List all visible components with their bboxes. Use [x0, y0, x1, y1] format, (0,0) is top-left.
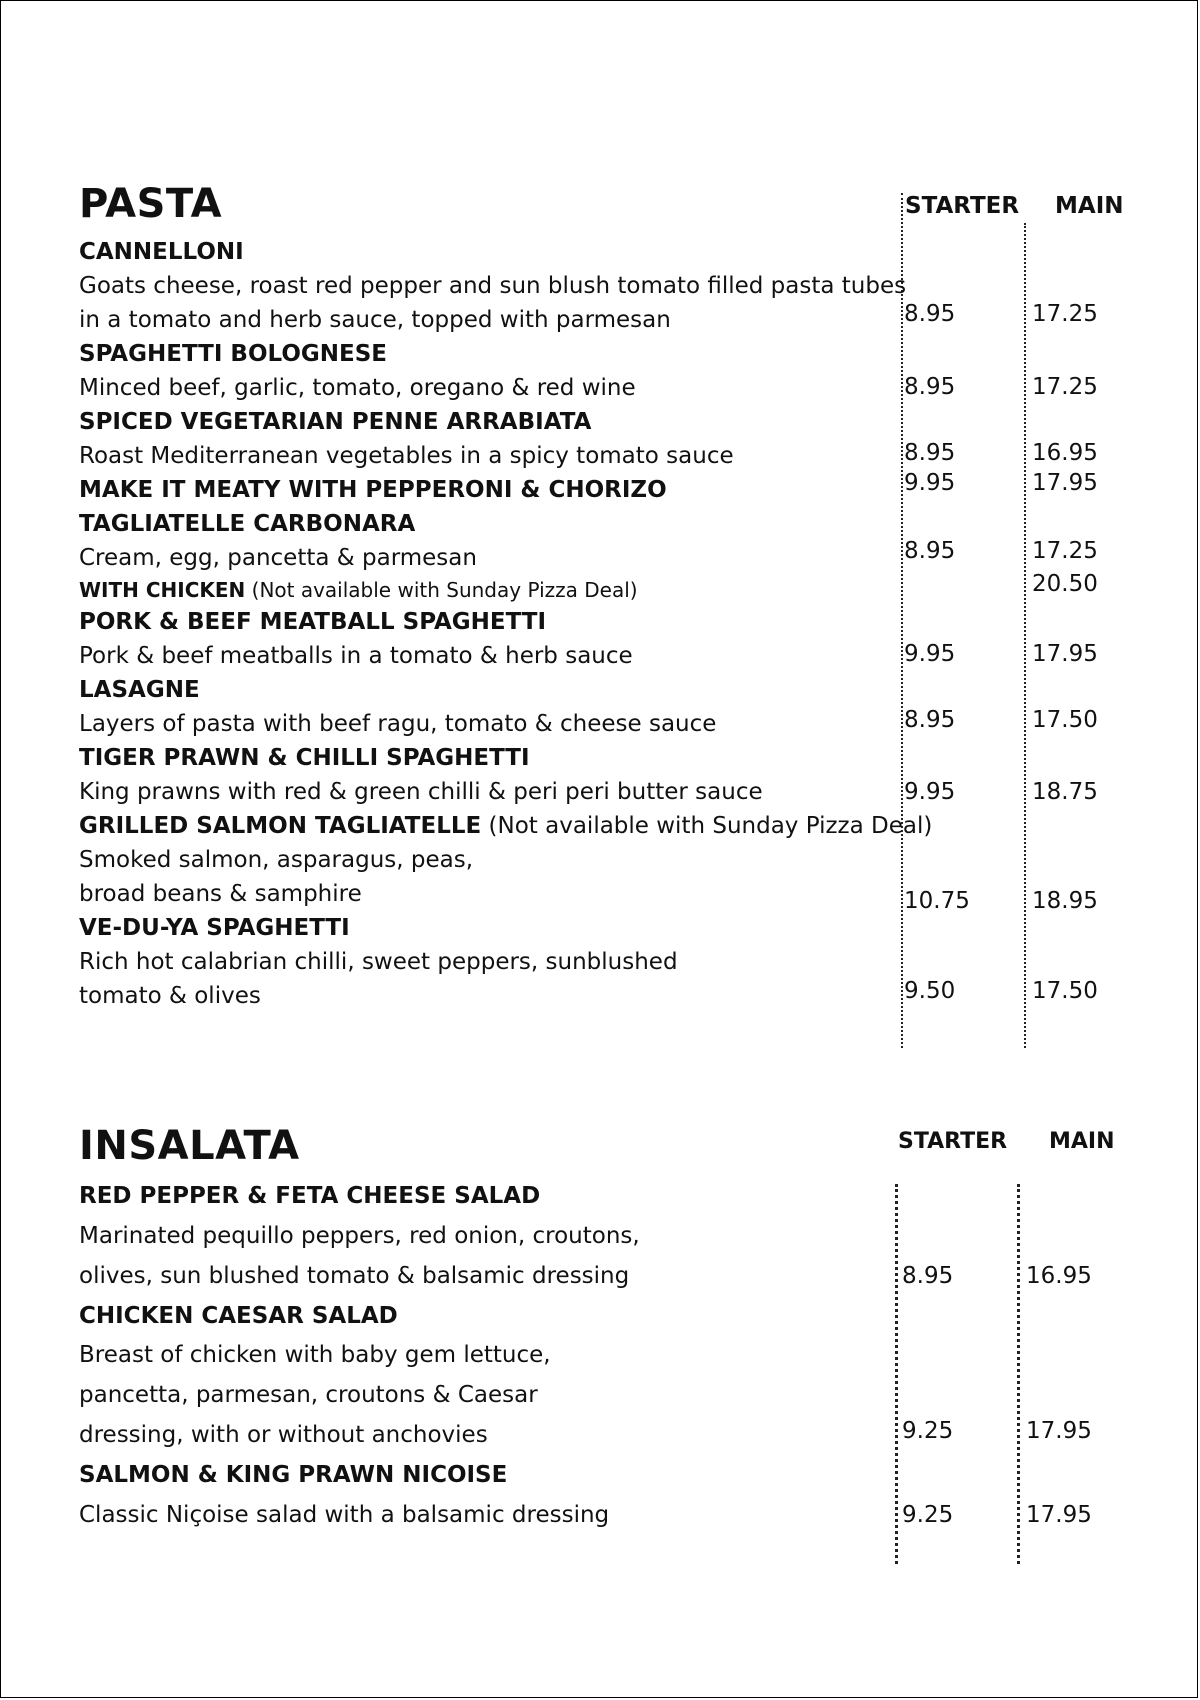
pasta-item-name: PORK & BEEF MEATBALL SPAGHETTI	[79, 609, 547, 635]
pasta-item-description: Cream, egg, pancetta & parmesan	[79, 545, 477, 571]
pasta-item-name: CANNELLONI	[79, 239, 244, 265]
pasta-main-header: MAIN	[1055, 193, 1124, 219]
pasta-item-name: LASAGNE	[79, 677, 200, 703]
insalata-main-price: 17.95	[1026, 1418, 1092, 1444]
pasta-main-price: 18.75	[1032, 779, 1098, 805]
pasta-starter-price: 9.50	[904, 978, 956, 1004]
pasta-item-description: in a tomato and herb sauce, topped with parmesan	[79, 307, 671, 333]
pasta-item-description: Layers of pasta with beef ragu, tomato & cheese sauce	[79, 711, 717, 737]
pasta-main-price: 17.50	[1032, 978, 1098, 1004]
pasta-starter-price: 9.95	[904, 470, 956, 496]
insalata-main-price: 17.95	[1026, 1502, 1092, 1528]
pasta-starter-price: 9.95	[904, 779, 956, 805]
pasta-main-price: 17.95	[1032, 470, 1098, 496]
pasta-main-price: 17.25	[1032, 301, 1098, 327]
insalata-item-name: SALMON & KING PRAWN NICOISE	[79, 1462, 508, 1488]
pasta-item-note: (Not available with Sunday Pizza Deal)	[481, 813, 933, 839]
pasta-starter-divider	[901, 193, 903, 1048]
pasta-item-name: SPICED VEGETARIAN PENNE ARRABIATA	[79, 409, 592, 435]
insalata-item-description: Marinated pequillo peppers, red onion, croutons,	[79, 1223, 640, 1249]
pasta-item-label: GRILLED SALMON TAGLIATELLE	[79, 813, 482, 839]
pasta-item-name: TAGLIATELLE CARBONARA	[79, 511, 416, 537]
pasta-item-description: Roast Mediterranean vegetables in a spicy tomato sauce	[79, 443, 734, 469]
pasta-item-description: Pork & beef meatballs in a tomato & herb sauce	[79, 643, 633, 669]
pasta-starter-price: 8.95	[904, 301, 956, 327]
pasta-item-name: SPAGHETTI BOLOGNESE	[79, 341, 388, 367]
insalata-item-description: dressing, with or without anchovies	[79, 1422, 488, 1448]
pasta-item-description: Rich hot calabrian chilli, sweet peppers, sunblushed	[79, 949, 678, 975]
insalata-starter-price: 8.95	[902, 1263, 954, 1289]
insalata-item-description: Classic Niçoise salad with a balsamic dressing	[79, 1502, 610, 1528]
insalata-title: INSALATA	[79, 1123, 300, 1169]
insalata-main-header: MAIN	[1049, 1129, 1115, 1154]
pasta-item-name-with-note	[79, 813, 932, 839]
pasta-starter-price: 8.95	[904, 707, 956, 733]
insalata-item-description: Breast of chicken with baby gem lettuce,	[79, 1342, 551, 1368]
pasta-main-price: 20.50	[1032, 571, 1098, 597]
pasta-main-price: 17.25	[1032, 538, 1098, 564]
pasta-starter-header: STARTER	[905, 193, 1020, 219]
pasta-option-label: WITH CHICKEN	[79, 578, 246, 602]
pasta-item-description: tomato & olives	[79, 983, 261, 1009]
pasta-main-price: 17.50	[1032, 707, 1098, 733]
pasta-title: PASTA	[79, 181, 223, 227]
pasta-starter-price: 8.95	[904, 440, 956, 466]
pasta-main-price: 16.95	[1032, 440, 1098, 466]
insalata-item-name: RED PEPPER & FETA CHEESE SALAD	[79, 1183, 541, 1209]
insalata-starter-price: 9.25	[902, 1418, 954, 1444]
pasta-item-name: TIGER PRAWN & CHILLI SPAGHETTI	[79, 745, 530, 771]
insalata-starter-divider	[895, 1184, 898, 1564]
pasta-item-description: King prawns with red & green chilli & peri peri butter sauce	[79, 779, 763, 805]
pasta-starter-price: 10.75	[904, 888, 970, 914]
insalata-item-description: pancetta, parmesan, croutons & Caesar	[79, 1382, 538, 1408]
pasta-starter-price: 8.95	[904, 538, 956, 564]
insalata-main-price: 16.95	[1026, 1263, 1092, 1289]
pasta-main-price: 18.95	[1032, 888, 1098, 914]
insalata-item-name: CHICKEN CAESAR SALAD	[79, 1303, 398, 1329]
insalata-item-description: olives, sun blushed tomato & balsamic dressing	[79, 1263, 630, 1289]
pasta-item-name: MAKE IT MEATY WITH PEPPERONI & CHORIZO	[79, 477, 667, 503]
insalata-starter-price: 9.25	[902, 1502, 954, 1528]
pasta-item-description: broad beans & samphire	[79, 881, 362, 907]
pasta-item-description: Minced beef, garlic, tomato, oregano & red wine	[79, 375, 636, 401]
pasta-main-divider	[1024, 223, 1026, 1048]
pasta-item-description: Goats cheese, roast red pepper and sun blush tomato filled pasta tubes	[79, 273, 907, 299]
pasta-starter-price: 8.95	[904, 374, 956, 400]
pasta-item-name: VE-DU-YA SPAGHETTI	[79, 915, 350, 941]
pasta-option-note: (Not available with Sunday Pizza Deal)	[245, 578, 638, 602]
pasta-main-price: 17.25	[1032, 374, 1098, 400]
insalata-starter-header: STARTER	[898, 1129, 1008, 1154]
insalata-main-divider	[1017, 1184, 1020, 1564]
pasta-option-name	[79, 578, 638, 602]
pasta-item-description: Smoked salmon, asparagus, peas,	[79, 847, 474, 873]
pasta-starter-price: 9.95	[904, 641, 956, 667]
pasta-main-price: 17.95	[1032, 641, 1098, 667]
